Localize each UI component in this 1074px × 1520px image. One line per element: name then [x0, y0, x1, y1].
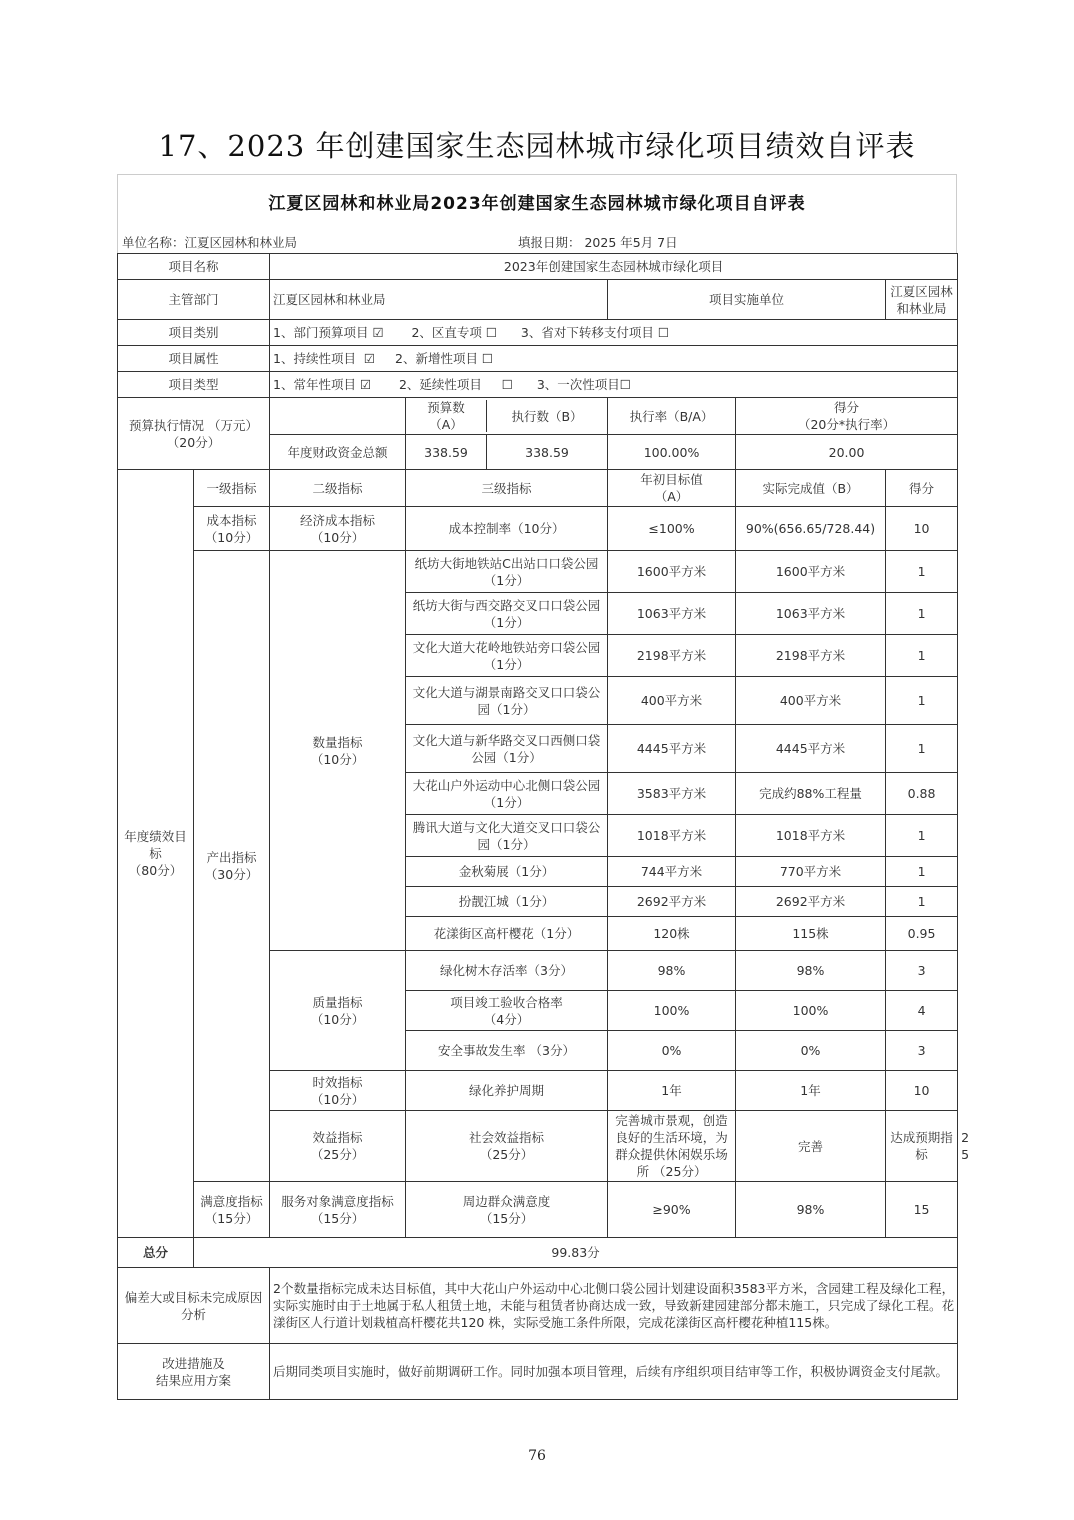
target-cell: 0% — [608, 1031, 736, 1071]
score-cell: 4 — [886, 991, 958, 1031]
actual-cell: 1018平方米 — [736, 815, 886, 857]
deviation-label: 偏差大或目标未完成原因分析 — [118, 1268, 270, 1344]
quantity-level2: 数量指标 （10分） — [270, 551, 406, 951]
cost-row — [118, 507, 958, 551]
target-cell: 2198平方米 — [608, 635, 736, 677]
score-cell: 0.88 — [886, 773, 958, 815]
target-cell: 400平方米 — [608, 677, 736, 725]
category-label: 项目类别 — [118, 320, 270, 346]
timeliness-level2: 时效指标 （10分） — [270, 1071, 406, 1111]
score-cell: 3 — [886, 1031, 958, 1071]
improvement-label: 改进措施及 结果应用方案 — [118, 1344, 270, 1400]
impl-unit-value: 江夏区园林和林业局 — [886, 280, 958, 320]
budget-header-a-b — [406, 398, 608, 435]
satisfaction-actual: 98% — [736, 1182, 886, 1238]
level2-header: 二级指标 — [270, 470, 406, 507]
budget-rate-header: 执行率（B/A） — [608, 398, 736, 435]
timeliness-target: 1年 — [608, 1071, 736, 1111]
evaluation-form — [117, 174, 970, 1400]
dept-label: 主管部门 — [118, 280, 270, 320]
budget-row-label: 年度财政资金总额 — [270, 435, 406, 470]
category-row — [118, 320, 958, 346]
timeliness-level3: 绿化养护周期 — [406, 1071, 608, 1111]
benefit-target: 完善 — [736, 1111, 886, 1182]
actual-cell: 2692平方米 — [736, 887, 886, 917]
level3-cell: 扮靓江城（1分） — [406, 887, 608, 917]
budget-empty — [270, 398, 406, 435]
score-cell: 1 — [886, 725, 958, 773]
satisfaction-level2: 服务对象满意度指标（15分） — [270, 1182, 406, 1238]
target-cell: 1600平方米 — [608, 551, 736, 593]
budget-score-value: 20.00 — [736, 435, 958, 470]
attribute-options: 1、持续性项目 ☑ 2、新增性项目 ☐ — [270, 346, 958, 372]
target-header: 年初目标值 （A） — [608, 470, 736, 507]
page-number: 76 — [528, 1448, 546, 1464]
level3-cell: 金秋菊展（1分） — [406, 857, 608, 887]
level3-cell: 项目竣工验收合格率 （4分） — [406, 991, 608, 1031]
project-name-value: 2023年创建国家生态园林城市绿化项目 — [270, 254, 958, 280]
impl-unit-label: 项目实施单位 — [608, 280, 886, 320]
budget-header-row — [118, 398, 958, 435]
budget-b-value: 338.59 — [525, 444, 569, 460]
type-label: 项目类型 — [118, 372, 270, 398]
actual-cell: 98% — [736, 951, 886, 991]
cost-actual: 90%(656.65/728.44) — [736, 507, 886, 551]
benefit-level2: 社会效益指标 （25分） — [406, 1111, 608, 1182]
indicator-header-row — [118, 470, 958, 507]
satisfaction-level3: 周边群众满意度 （15分） — [406, 1182, 608, 1238]
budget-rate-value: 100.00% — [608, 435, 736, 470]
evaluation-table — [117, 253, 970, 1400]
attribute-row — [118, 346, 958, 372]
level3-cell: 大花山户外运动中心北侧口袋公园（1分） — [406, 773, 608, 815]
cost-level3: 成本控制率（10分） — [406, 507, 608, 551]
score-cell: 1 — [886, 857, 958, 887]
improvement-text: 后期同类项目实施时，做好前期调研工作。同时加强本项目管理，后续有序组织项目结审等工作，积极协调资金支付尾款。 — [270, 1344, 958, 1400]
level3-cell: 文化大道大花岭地铁站旁口袋公园（1分） — [406, 635, 608, 677]
score-cell: 3 — [886, 951, 958, 991]
page-title: 17、2023 年创建国家生态园林城市绿化项目绩效自评表 — [158, 129, 916, 163]
benefit-level3: 完善城市景观，创造良好的生活环境，为群众提供休闲娱乐场所 （25分） — [608, 1111, 736, 1182]
total-row — [118, 1238, 958, 1268]
satisfaction-level1: 满意度指标 （15分） — [194, 1182, 270, 1238]
target-cell: 2692平方米 — [608, 887, 736, 917]
timeliness-actual: 1年 — [736, 1071, 886, 1111]
actual-cell: 4445平方米 — [736, 725, 886, 773]
score-cell: 1 — [886, 677, 958, 725]
benefit-row: 效益指标 （25分） 社会效益指标 （25分） 完善城市景观，创造良好的生活环境，为群众提供休闲娱乐场所 （25分） 完善 达成预期指标 25 — [118, 1111, 958, 1182]
benefit-level1: 效益指标 （25分） — [270, 1111, 406, 1182]
cost-score: 10 — [886, 507, 958, 551]
project-name-row — [118, 254, 958, 280]
level3-header: 三级指标 — [406, 470, 608, 507]
meta-row — [117, 227, 957, 253]
report-date: 填报日期： 2025 年5月 7日 — [518, 235, 678, 250]
target-cell: 3583平方米 — [608, 773, 736, 815]
actual-cell: 1600平方米 — [736, 551, 886, 593]
quality-level2: 质量指标 （10分） — [270, 951, 406, 1071]
target-cell: 4445平方米 — [608, 725, 736, 773]
target-cell: 1063平方米 — [608, 593, 736, 635]
budget-label: 预算执行情况 （万元） （20分） — [118, 398, 270, 470]
actual-cell: 2198平方米 — [736, 635, 886, 677]
cost-level1: 成本指标 （10分） — [194, 507, 270, 551]
target-cell: 1018平方米 — [608, 815, 736, 857]
deviation-row — [118, 1268, 958, 1344]
score-header: 得分 — [886, 470, 958, 507]
level3-cell: 纸坊大街与西交路交叉口口袋公园（1分） — [406, 593, 608, 635]
score-cell: 1 — [886, 887, 958, 917]
form-title: 江夏区园林和林业局2023年创建国家生态园林城市绿化项目自评表 — [117, 174, 957, 227]
project-name-label: 项目名称 — [118, 254, 270, 280]
actual-cell: 0% — [736, 1031, 886, 1071]
budget-score-header: 得分 （20分*执行率） — [736, 398, 958, 435]
timeliness-score: 10 — [886, 1071, 958, 1111]
score-cell: 1 — [886, 593, 958, 635]
total-label: 总分 — [118, 1238, 194, 1268]
improvement-row — [118, 1344, 958, 1400]
annual-target-label: 年度绩效目标 （80分） — [118, 470, 194, 1238]
budget-b-header: 执行数（B） — [511, 408, 583, 424]
score-cell: 1 — [886, 551, 958, 593]
target-cell: 98% — [608, 951, 736, 991]
dept-value: 江夏区园林和林业局 — [270, 280, 608, 320]
score-cell: 1 — [886, 635, 958, 677]
level3-cell: 绿化树木存活率（3分） — [406, 951, 608, 991]
actual-cell: 100% — [736, 991, 886, 1031]
budget-values-a-b — [406, 435, 608, 470]
level3-cell: 安全事故发生率 （3分） — [406, 1031, 608, 1071]
dept-row — [118, 280, 958, 320]
benefit-actual: 达成预期指标 — [886, 1111, 958, 1182]
actual-cell: 400平方米 — [736, 677, 886, 725]
cost-target: ≤100% — [608, 507, 736, 551]
actual-cell: 完成约88%工程量 — [736, 773, 886, 815]
actual-header: 实际完成值（B） — [736, 470, 886, 507]
level3-cell: 腾讯大道与文化大道交叉口口袋公园（1分） — [406, 815, 608, 857]
type-row — [118, 372, 958, 398]
unit-name: 单位名称：江夏区园林和林业局 — [122, 235, 298, 250]
attribute-label: 项目属性 — [118, 346, 270, 372]
level3-cell: 纸坊大街地铁站C出站口口袋公园（1分） — [406, 551, 608, 593]
target-cell: 100% — [608, 991, 736, 1031]
category-options: 1、部门预算项目 ☑ 2、区直专项 ☐ 3、省对下转移支付项目 ☐ — [270, 320, 958, 346]
satisfaction-row — [118, 1182, 958, 1238]
score-cell: 1 — [886, 815, 958, 857]
type-options: 1、常年性项目 ☑ 2、延续性项目 ☐ 3、一次性项目☐ — [270, 372, 958, 398]
target-cell: 744平方米 — [608, 857, 736, 887]
actual-cell: 115株 — [736, 917, 886, 951]
level3-cell: 文化大道与湖景南路交叉口口袋公园（1分） — [406, 677, 608, 725]
satisfaction-score: 15 — [886, 1182, 958, 1238]
table-row — [118, 551, 958, 593]
budget-a-value: 338.59 — [406, 435, 487, 469]
budget-a-header: 预算数 （A） — [406, 400, 487, 432]
level3-cell: 花漾街区高杆樱花（1分） — [406, 917, 608, 951]
actual-cell: 770平方米 — [736, 857, 886, 887]
actual-cell: 1063平方米 — [736, 593, 886, 635]
satisfaction-target: ≥90% — [608, 1182, 736, 1238]
deviation-text: 2个数量指标完成未达目标值，其中大花山户外运动中心北侧口袋公园计划建设面积3583平方米，含园建工程及绿化工程，实际实施时由于土地属于私人租赁土地，未能与租赁者协商达成一致，导致新建园建部分都未施工，只完成了绿化工程。花漾街区人行道计划栽植高杆樱花共120 株，实际受施工条件所限，完成花漾街区高杆樱花种植115株。 — [270, 1268, 958, 1344]
cost-level2: 经济成本指标 （10分） — [270, 507, 406, 551]
target-cell: 120株 — [608, 917, 736, 951]
score-cell: 0.95 — [886, 917, 958, 951]
total-value: 99.83分 — [194, 1238, 958, 1268]
output-level1: 产出指标 （30分） — [194, 551, 270, 1182]
level3-cell: 文化大道与新华路交叉口西侧口袋公园（1分） — [406, 725, 608, 773]
level1-header: 一级指标 — [194, 470, 270, 507]
